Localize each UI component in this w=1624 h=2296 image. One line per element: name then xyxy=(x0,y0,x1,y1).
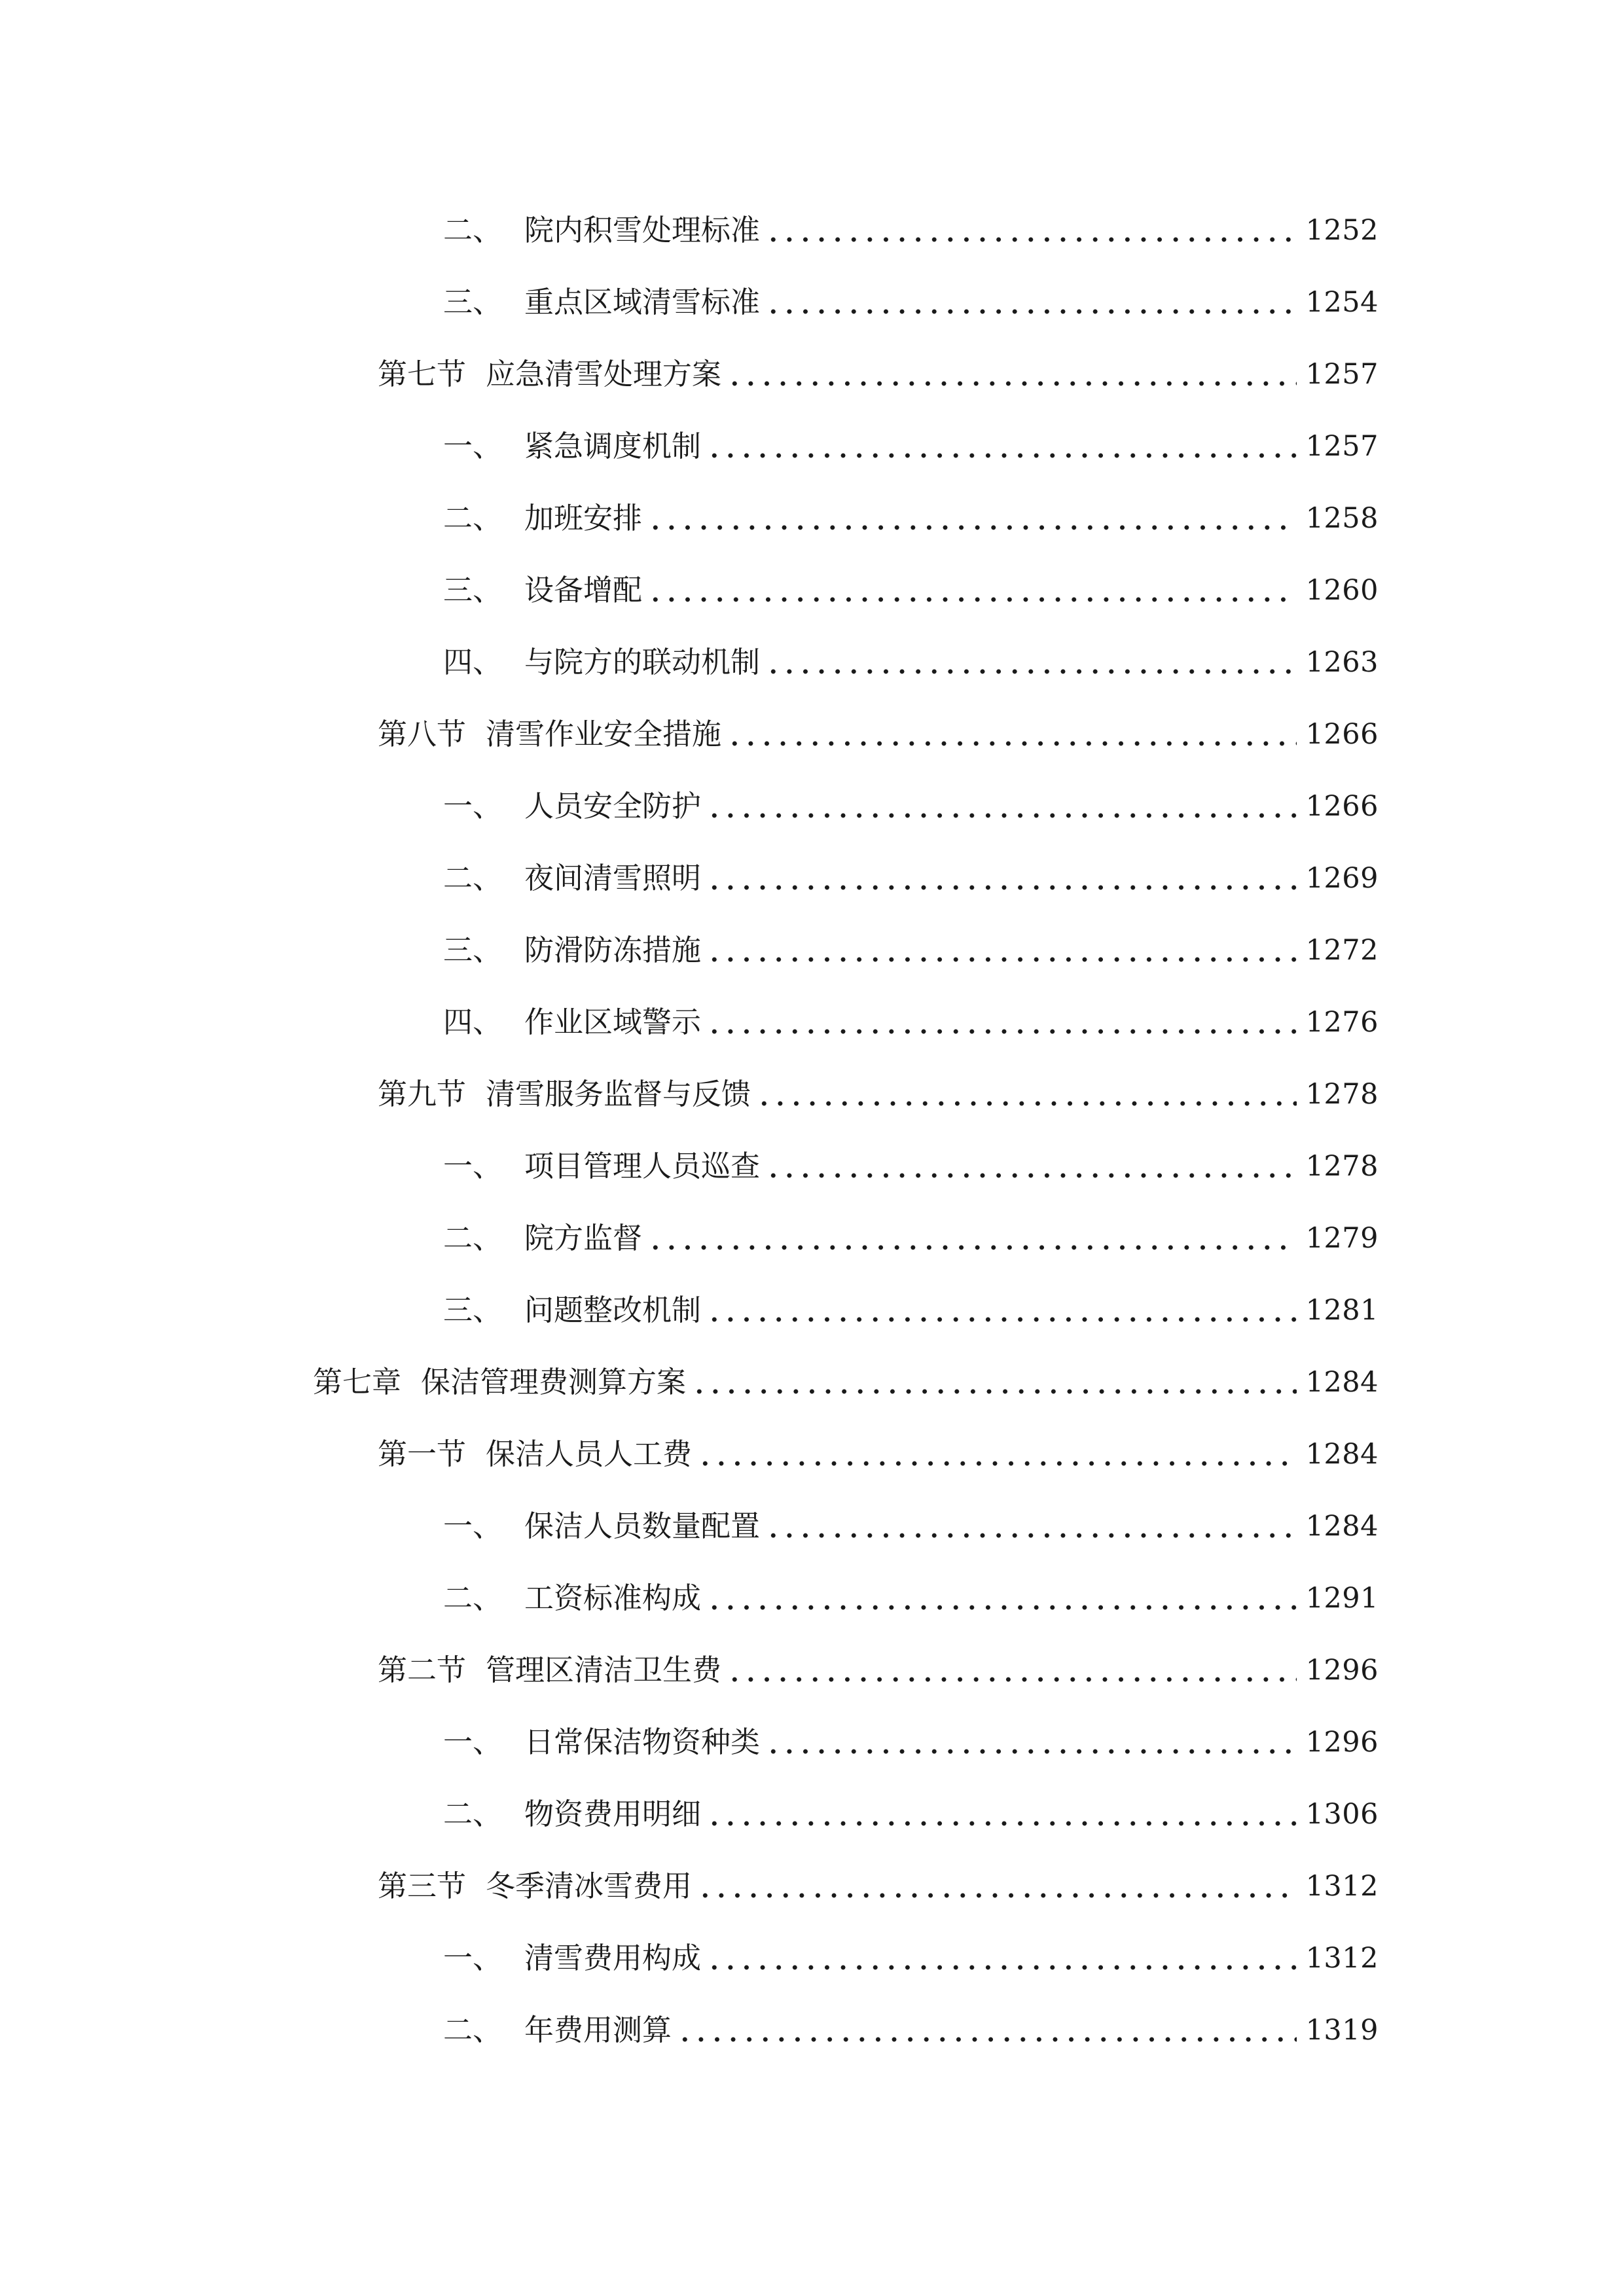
toc-entry-title: 清雪作业安全措施 xyxy=(486,717,722,751)
toc-entry-title: 作业区域警示 xyxy=(524,1005,702,1039)
toc-entry[interactable] xyxy=(378,1863,1379,1909)
toc-entry[interactable] xyxy=(443,2007,1379,2053)
toc-entry-page: 1296 xyxy=(1305,1726,1379,1759)
toc-entry[interactable] xyxy=(443,783,1379,829)
toc-entry-number: 三、 xyxy=(443,1293,503,1327)
toc-entry[interactable] xyxy=(443,1503,1379,1549)
toc-entry-number: 四、 xyxy=(443,645,503,679)
toc-entry-number: 一、 xyxy=(443,1509,503,1543)
toc-entry[interactable] xyxy=(443,1575,1379,1621)
dot-leader xyxy=(697,1460,1297,1467)
toc-entry-page: 1252 xyxy=(1305,214,1379,247)
toc-entry-title: 设备增配 xyxy=(524,573,643,607)
toc-entry-number: 三、 xyxy=(443,285,503,319)
toc-entry-page: 1257 xyxy=(1305,430,1379,463)
toc-entry-page: 1266 xyxy=(1305,790,1379,823)
toc-entry[interactable] xyxy=(443,567,1379,613)
toc-entry-title: 院内积雪处理标准 xyxy=(524,213,761,247)
toc-entry-page: 1260 xyxy=(1305,574,1379,607)
dot-leader xyxy=(706,452,1297,459)
toc-entry-number: 二、 xyxy=(443,213,503,247)
toc-entry-title: 冬季清冰雪费用 xyxy=(486,1869,693,1903)
dot-leader xyxy=(765,1172,1297,1179)
toc-entry[interactable] xyxy=(378,1071,1379,1117)
toc-entry-title: 保洁管理费测算方案 xyxy=(421,1365,687,1399)
toc-entry-title: 防滑防冻措施 xyxy=(524,933,702,967)
toc-entry-page: 1272 xyxy=(1305,934,1379,967)
dot-leader xyxy=(706,1964,1297,1971)
toc-entry-page: 1319 xyxy=(1305,2014,1379,2047)
dot-leader xyxy=(706,1316,1297,1323)
toc-entry-title: 应急清雪处理方案 xyxy=(486,357,722,391)
toc-entry-page: 1258 xyxy=(1305,502,1379,535)
toc-entry-number: 一、 xyxy=(443,429,503,463)
toc-entry[interactable] xyxy=(443,927,1379,973)
toc-entry-number: 一、 xyxy=(443,1941,503,1975)
toc-entry-title: 项目管理人员巡查 xyxy=(524,1149,761,1183)
toc-entry-number: 一、 xyxy=(443,1725,503,1759)
toc-entry-title: 年费用测算 xyxy=(524,2013,672,2047)
toc-entry-number: 二、 xyxy=(443,1221,503,1255)
toc-entry-page: 1284 xyxy=(1305,1510,1379,1543)
toc-entry-page: 1296 xyxy=(1305,1654,1379,1687)
toc-entry[interactable] xyxy=(378,1647,1379,1693)
toc-entry[interactable] xyxy=(443,1935,1379,1981)
dot-leader xyxy=(697,1892,1297,1899)
toc-entry-page: 1278 xyxy=(1305,1150,1379,1183)
toc-entry-page: 1291 xyxy=(1305,1582,1379,1615)
toc-entry-number: 三、 xyxy=(443,933,503,967)
toc-entry-page: 1276 xyxy=(1305,1006,1379,1039)
toc-entry-number: 第八节 xyxy=(378,717,467,751)
toc-entry-number: 第三节 xyxy=(378,1869,467,1903)
toc-entry-title: 管理区清洁卫生费 xyxy=(486,1653,722,1687)
toc-entry-number: 一、 xyxy=(443,789,503,823)
toc-entry-number: 二、 xyxy=(443,2013,503,2047)
dot-leader xyxy=(765,1532,1297,1539)
toc-entry-title: 加班安排 xyxy=(524,501,643,535)
dot-leader xyxy=(706,812,1297,819)
toc-entry-number: 第二节 xyxy=(378,1653,467,1687)
toc-entry-title: 问题整改机制 xyxy=(524,1293,702,1327)
toc-entry[interactable] xyxy=(443,1287,1379,1333)
toc-entry-number: 二、 xyxy=(443,861,503,895)
toc-entry[interactable] xyxy=(443,423,1379,469)
toc-entry[interactable] xyxy=(443,1143,1379,1189)
toc-entry-page: 1284 xyxy=(1305,1438,1379,1471)
dot-leader xyxy=(677,2036,1297,2043)
toc-entry[interactable] xyxy=(443,1791,1379,1837)
toc-entry-title: 保洁人员数量配置 xyxy=(524,1509,761,1543)
toc-entry-page: 1254 xyxy=(1305,286,1379,319)
toc-entry[interactable] xyxy=(443,495,1379,541)
toc-entry-title: 工资标准构成 xyxy=(524,1581,702,1615)
toc-entry[interactable] xyxy=(443,639,1379,685)
toc-entry[interactable] xyxy=(443,855,1379,901)
toc-entry-title: 与院方的联动机制 xyxy=(524,645,761,679)
dot-leader xyxy=(647,524,1297,531)
toc-entry-title: 清雪服务监督与反馈 xyxy=(486,1077,751,1111)
toc-entry-page: 1269 xyxy=(1305,862,1379,895)
toc-entry-title: 清雪费用构成 xyxy=(524,1941,702,1975)
toc-entry-number: 第七节 xyxy=(378,357,467,391)
toc-entry-page: 1257 xyxy=(1305,358,1379,391)
toc-entry-number: 第九节 xyxy=(378,1077,467,1111)
toc-entry[interactable] xyxy=(443,1719,1379,1765)
dot-leader xyxy=(706,1820,1297,1827)
dot-leader xyxy=(727,740,1297,747)
dot-leader xyxy=(647,1244,1297,1251)
toc-entry[interactable] xyxy=(378,1431,1379,1477)
toc-entry-page: 1312 xyxy=(1305,1870,1379,1903)
toc-entry-page: 1263 xyxy=(1305,646,1379,679)
dot-leader xyxy=(706,884,1297,891)
dot-leader xyxy=(706,1604,1297,1611)
toc-entry[interactable] xyxy=(378,351,1379,397)
toc-entry-title: 重点区域清雪标准 xyxy=(524,285,761,319)
toc-entry-title: 日常保洁物资种类 xyxy=(524,1725,761,1759)
toc-entry-number: 一、 xyxy=(443,1149,503,1183)
toc-entry-number: 四、 xyxy=(443,1005,503,1039)
toc-entry[interactable] xyxy=(443,279,1379,325)
dot-leader xyxy=(727,1676,1297,1683)
toc-entry-number: 二、 xyxy=(443,1797,503,1831)
toc-entry-page: 1281 xyxy=(1305,1294,1379,1327)
toc-entry[interactable] xyxy=(378,711,1379,757)
toc-entry-page: 1278 xyxy=(1305,1078,1379,1111)
toc-entry[interactable] xyxy=(443,999,1379,1045)
dot-leader xyxy=(765,1748,1297,1755)
toc-entry-page: 1279 xyxy=(1305,1222,1379,1255)
toc-entry[interactable] xyxy=(313,1359,1379,1405)
toc-entry-number: 二、 xyxy=(443,1581,503,1615)
toc-entry-number: 第一节 xyxy=(378,1437,467,1471)
toc-entry-page: 1312 xyxy=(1305,1942,1379,1975)
dot-leader xyxy=(706,1028,1297,1035)
toc-entry[interactable] xyxy=(443,207,1379,253)
dot-leader xyxy=(765,308,1297,315)
dot-leader xyxy=(647,596,1297,603)
dot-leader xyxy=(727,380,1297,387)
dot-leader xyxy=(765,668,1297,675)
toc-entry-number: 第七章 xyxy=(313,1365,402,1399)
toc-entry-page: 1284 xyxy=(1305,1366,1379,1399)
toc-entry-number: 三、 xyxy=(443,573,503,607)
toc-entry-title: 物资费用明细 xyxy=(524,1797,702,1831)
dot-leader xyxy=(706,956,1297,963)
toc-entry-title: 紧急调度机制 xyxy=(524,429,702,463)
dot-leader xyxy=(765,236,1297,243)
toc-entry-page: 1266 xyxy=(1305,718,1379,751)
dot-leader xyxy=(691,1388,1297,1395)
toc-entry-title: 夜间清雪照明 xyxy=(524,861,702,895)
dot-leader xyxy=(756,1100,1297,1107)
toc-entry[interactable] xyxy=(443,1215,1379,1261)
toc-entry-page: 1306 xyxy=(1305,1798,1379,1831)
toc-entry-title: 院方监督 xyxy=(524,1221,643,1255)
toc-entry-title: 保洁人员人工费 xyxy=(486,1437,693,1471)
toc-entry-title: 人员安全防护 xyxy=(524,789,702,823)
toc-entry-number: 二、 xyxy=(443,501,503,535)
